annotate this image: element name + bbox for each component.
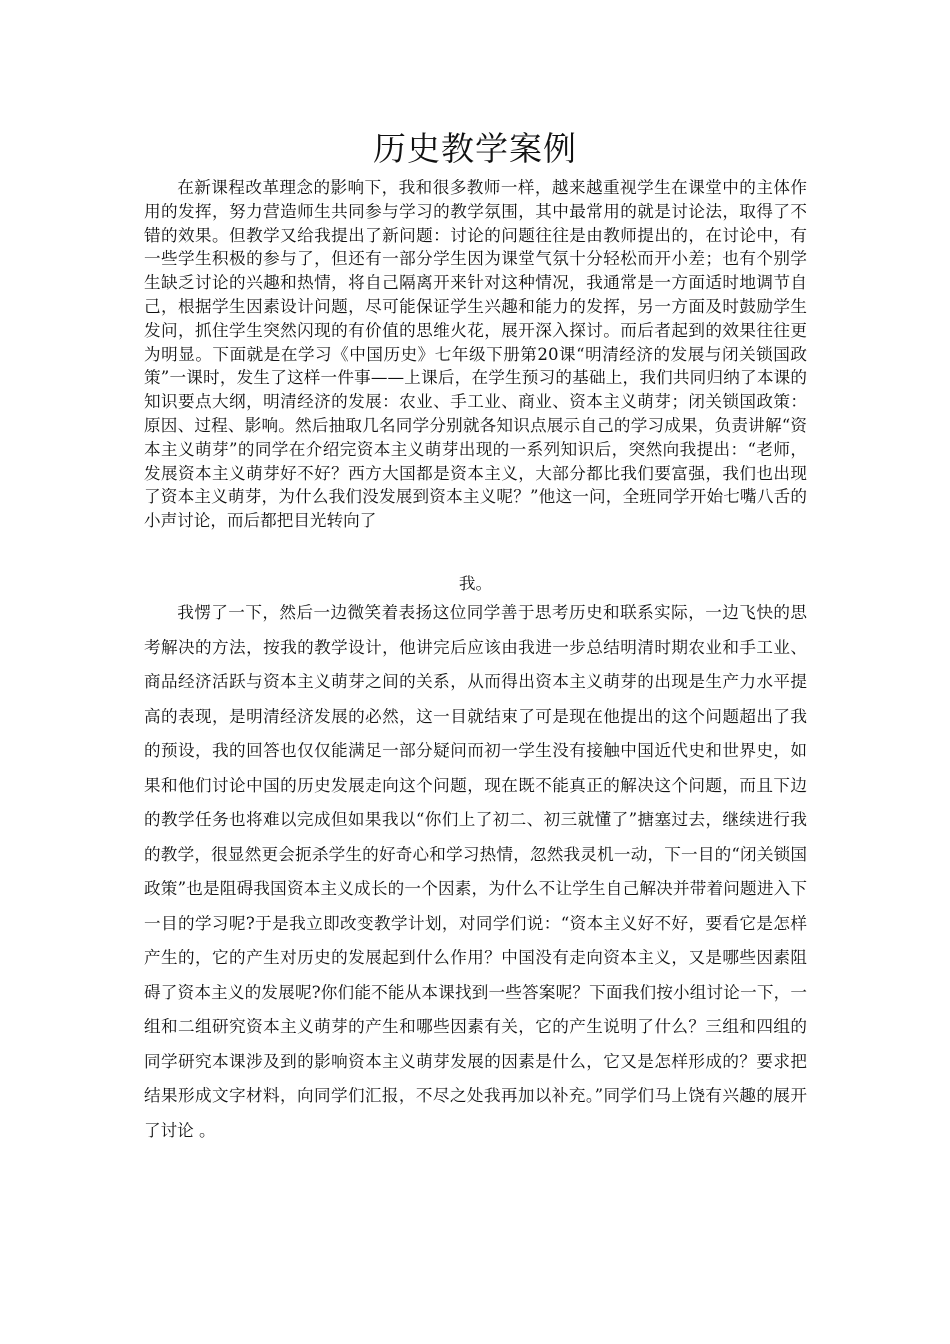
paragraph-1-end: 我。 [458,574,493,593]
paragraph-1: 在新课程改革理念的影响下，我和很多教师一样，越来越重视学生在课堂中的主体作用的发挥，努力营造师生共同参与学习的教学氛围，其中最常用的就是讨论法，取得了不错的效果。但教学又给我提出了新问题：讨论的问题往往是由教师提出的，在讨论中，有一些学生积极的参与了，但还有一部分学生因为课堂气氛十分轻松而开小差；也有个别学生缺乏讨论的兴趣和热情，将自己隔离开来针对这种情况，我通常是一方面适时地调节自己，根据学生因素设计问题，尽可能保证学生兴趣和能力的发挥，另一方面及时鼓励学生发问，抓住学生突然闪现的有价值的思维火花，展开深入探讨。而后者起到的效果往往更为明显。下面就是在学习《中国历史》七年级下册第20课“明清经济的发展与闭关锁国政策”一课时，发生了这样一件事——上课后，在学生预习的基础上，我们共同归纳了本课的知识要点大纲，明清经济的发展：农业、手工业、商业、资本主义萌芽；闭关锁国政策：原因、过程、影响。然后抽取几名同学分别就各知识点展示自己的学习成果，负责讲解“资本主义萌芽”的同学在介绍完资本主义萌芽出现的一系列知识后，突然向我提出：“老师，发展资本主义萌芽好不好？西方大国都是资本主义，大部分都比我们要富强，我们也出现了资本主义萌芽，为什么我们没发展到资本主义呢？”他这一问，全班同学开始七嘴八舌的小声讨论，而后都把目光转向了 [144,178,807,531]
page-title: 历史教学案例 [373,129,577,168]
paragraph-2: 我愣了一下，然后一边微笑着表扬这位同学善于思考历史和联系实际，一边飞快的思考解决的方法，按我的教学设计，他讲完后应该由我进一步总结明清时期农业和手工业、商品经济活跃与资本主义萌芽之间的关系，从而得出资本主义萌芽的出现是生产力水平提高的表现，是明清经济发展的必然，这一目就结束了可是现在他提出的这个问题超出了我的预设，我的回答也仅仅能满足一部分疑问而初一学生没有接触中国近代史和世界史，如果和他们讨论中国的历史发展走向这个问题，现在既不能真正的解决这个问题，而且下边的教学任务也将难以完成但如果我以“你们上了初二、初三就懂了”搪塞过去，继续进行我的教学，很显然更会扼杀学生的好奇心和学习热情，忽然我灵机一动，下一目的“闭关锁国政策”也是阻碍我国资本主义成长的一个因素，为什么不让学生自己解决并带着问题进入下一目的学习呢?于是我立即改变教学计划，对同学们说：“资本主义好不好，要看它是怎样产生的，它的产生对历史的发展起到什么作用？中国没有走向资本主义，又是哪些因素阻碍了资本主义的发展呢?你们能不能从本课找到一些答案呢？下面我们按小组讨论一下，一组和二组研究资本主义萌芽的产生和哪些因素有关，它的产生说明了什么？三组和四组的同学研究本课涉及到的影响资本主义萌芽发展的因素是什么，它又是怎样形成的？要求把结果形成文字材料，向同学们汇报，不尽之处我再加以补充。”同学们马上饶有兴趣的展开了讨论 。 [144,603,807,1140]
